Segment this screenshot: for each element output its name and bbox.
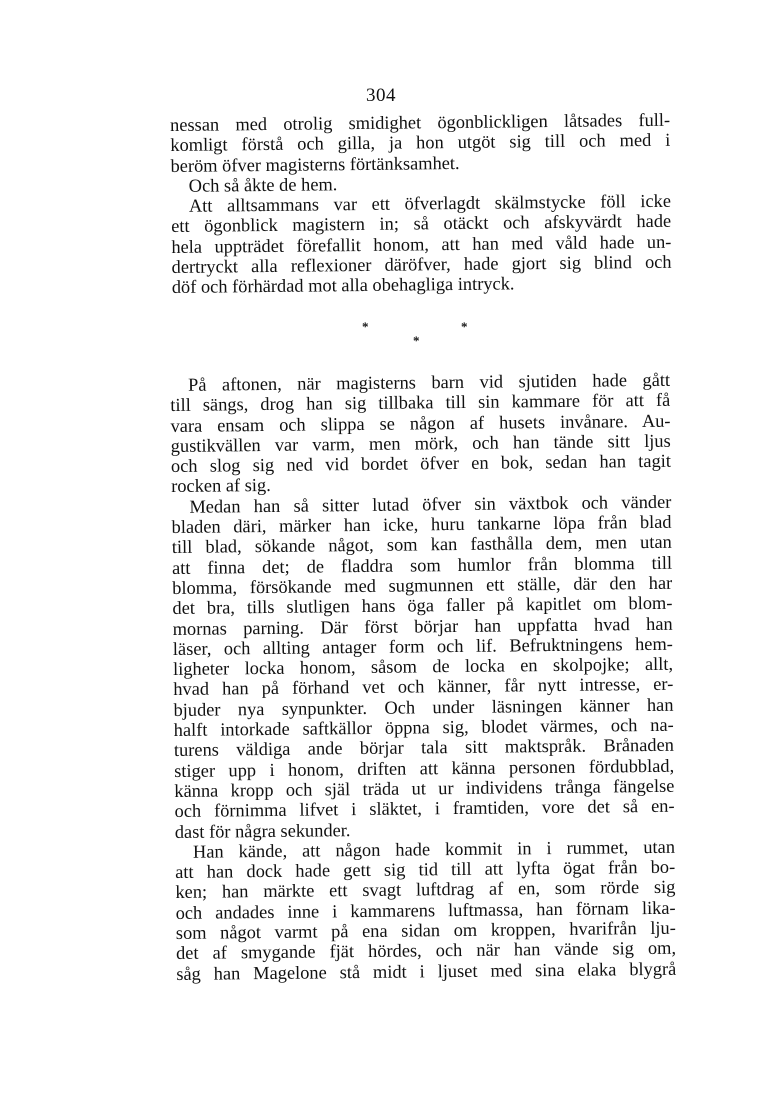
separator-star: *: [413, 333, 420, 348]
text-line: dast för några sekunder.: [174, 819, 351, 842]
text-line: stiger upp i honom, driften att känna personen fördubblad,: [174, 755, 675, 781]
page-number: 304: [366, 85, 396, 106]
text-line: nessan med otrolig smidighet ögonblickligen låtsades full-: [170, 109, 671, 135]
text-line: och slog sig ned vid bordet öfver en bok, sedan han tagit: [170, 450, 672, 477]
text-line: mornas parning. Där först börjar han uppfatta hvad han: [172, 613, 673, 639]
text-line: och förnimma lifvet i släktet, i framtiden, vore det så en-: [174, 795, 675, 822]
text-line: bladen däri, märker han icke, huru tankarne löpa från blad: [171, 511, 672, 538]
text-line: att han dock hade gett sig tid till att lyfta ögat från bo-: [175, 856, 676, 883]
text-section-1: [170, 110, 672, 298]
text-line: läser, och allting antager form och lif. Befruktningens hem-: [172, 633, 673, 659]
text-line: ligheter locka honom, såsom de locka en skolpojke; allt,: [172, 653, 674, 680]
separator-star: *: [362, 319, 369, 334]
text-line: bjuder nya synpunkter. Och under läsningen känner han: [173, 694, 674, 720]
text-line: och andades inne i kammarens luftmassa, han förnam lika-: [175, 897, 676, 923]
text-line: det bra, tills slutligen hans öga faller på kapitlet om blom-: [172, 593, 673, 619]
text-line: vara ensam och slippa se någon af husets invånare. Au-: [170, 410, 671, 436]
text-line: gustikvällen var varm, men mörk, och han tände sitt ljus: [170, 430, 671, 456]
text-line: som något varmt på ena sidan om kroppen, hvarifrån lju-: [175, 917, 676, 943]
text-line: beröm öfver magisterns förtänksamhet.: [170, 152, 460, 176]
text-line: att finna det; de fladdra som humlor från blomma till: [171, 552, 673, 578]
text-line: Och så åkte de hem.: [188, 174, 338, 196]
text-line: såg han Magelone stå midt i ljuset med sina elaka blygrå: [176, 958, 677, 984]
text-line: halft intorkade saftkällor öppna sig, blodet värmes, och na-: [173, 714, 674, 741]
text-line: till sängs, drog han sig tillbaka till sin kammare för att få: [170, 390, 671, 416]
text-line: På aftonen, när magisterns barn vid sjutiden hade gått: [187, 369, 671, 395]
separator-star: *: [461, 319, 468, 334]
text-line: ken; han märkte ett svagt luftdrag af en, som rörde sig: [175, 877, 676, 903]
text-line: rocken af sig.: [171, 475, 271, 497]
text-line: blomma, försökande med sugmunnen ett ställe, där den har: [172, 572, 673, 598]
text-line: Medan han så sitter lutad öfver sin växtbok och vänder: [189, 491, 672, 517]
text-line: döf och förhärdad mot alla obehagliga intryck.: [171, 273, 515, 298]
text-line: hvad han på förhand vet och känner, får nytt intresse, er-: [173, 674, 674, 700]
text-line: turens väldiga ande börjar tala sitt maktspråk. Brånaden: [173, 735, 675, 761]
text-line: det af smygande fjät hördes, och när han vände sig om,: [175, 938, 677, 964]
text-line: komligt förstå och gilla, ja hon utgöt sig till och med i: [170, 130, 671, 156]
text-section-2: [170, 370, 676, 984]
text-line: hela uppträdet förefallit honom, att han med våld hade un-: [171, 231, 672, 257]
text-line: Han kände, att någon hade kommit in i rummet, utan: [192, 836, 676, 862]
text-line: Att alltsammans var ett öfverlagdt skälmstycke föll icke: [188, 190, 672, 216]
text-line: dertryckt alla reflexioner däröfver, hade gjort sig blind och: [171, 251, 672, 278]
text-line: till blad, sökande något, som kan fasthålla dem, men utan: [171, 532, 672, 558]
text-line: ett ögonblick magistern in; så otäckt och afskyvärdt hade: [171, 211, 672, 237]
text-line: känna kropp och själ träda ut ur individens trånga fängelse: [174, 775, 675, 801]
